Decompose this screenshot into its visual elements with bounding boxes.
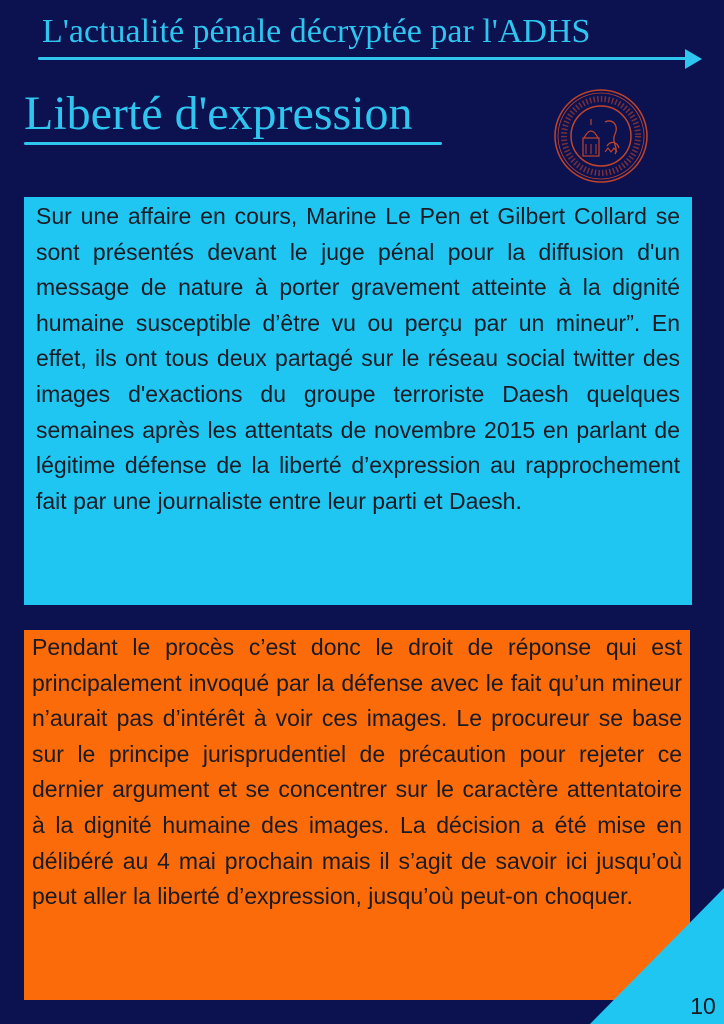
header-title: L'actualité pénale décryptée par l'ADHS bbox=[42, 13, 591, 50]
trial-paragraph: Pendant le procès c’est donc le droit de réponse qui est principalement invoqué par la défense avec le fait qu’un mineur n’aurait pas d’intérêt à voir ces images. Le procureur se base sur le principe jurisprudentiel de précaution pour rejeter ce dernier argument et se concentrer sur le caractère attentatoire à la dignité humaine des images. La décision a été mise en délibéré au 4 mai prochain mais il s’agit de savoir ici jusqu’où peut aller la liberté d’expression, jusqu’où peut-on choquer. bbox=[32, 634, 682, 910]
page-number: 10 bbox=[690, 993, 716, 1019]
section-underline bbox=[24, 142, 442, 145]
summary-text-box bbox=[24, 197, 692, 605]
header-arrow-line bbox=[38, 57, 688, 60]
arrowhead-icon bbox=[685, 49, 702, 69]
summary-paragraph: Sur une affaire en cours, Marine Le Pen et Gilbert Collard se sont présentés devant le juge pénal pour la diffusion d'un message de nature à porter gravement atteinte à la dignité humaine susceptible d’être vu ou perçu par un mineur”. En effet, ils ont tous deux partagé sur le réseau social twitter des images d'exactions du groupe terroriste Daesh quelques semaines après les attentats de novembre 2015 en parlant de légitime défense de la liberté d’expression au rapprochement fait par une journaliste entre leur parti et Daesh. bbox=[36, 203, 680, 514]
association-seal-icon bbox=[553, 88, 649, 184]
section-title: Liberté d'expression bbox=[24, 87, 413, 140]
